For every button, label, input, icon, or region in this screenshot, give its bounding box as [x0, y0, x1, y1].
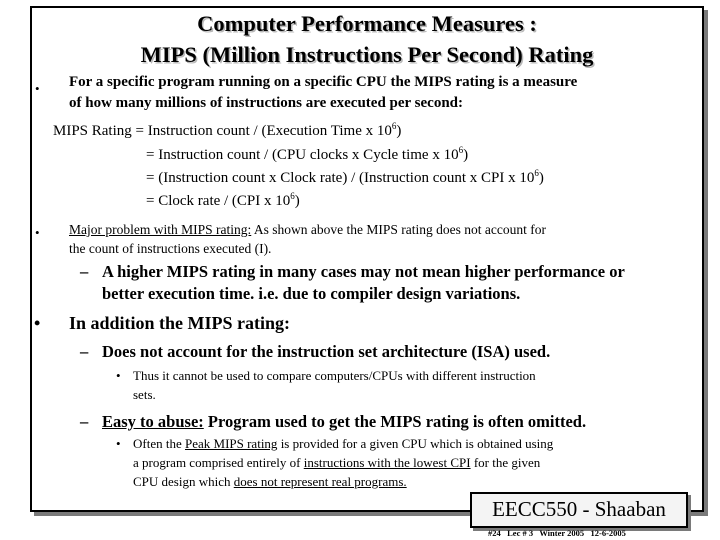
bullet3-sub1-detail-line1: Thus it cannot be used to compare computers/CPUs with different instruction	[133, 368, 536, 383]
formula-line2: = Instruction count / (CPU clocks x Cycle time x $10^6$)	[146, 145, 469, 163]
bullet3-detail-line2: a program comprised entirely of instructions with the lowest CPI for the given	[133, 455, 541, 470]
course-badge-label: EECC550 - Shaaban	[492, 497, 666, 521]
lowest-cpi-text: instructions with the lowest CPI	[303, 455, 471, 470]
bullet-marker: •	[116, 436, 121, 451]
course-badge	[470, 492, 688, 528]
dash-marker: –	[80, 342, 89, 361]
bullet3-sub1: Does not account for the instruction set architecture (ISA) used.	[102, 342, 551, 361]
bullet-marker: •	[35, 225, 40, 240]
bullet-marker: •	[34, 313, 41, 333]
bullet-marker: •	[35, 81, 40, 96]
major-problem-label: Major problem with MIPS rating:	[69, 222, 252, 237]
bullet3-sub1-detail-line2: sets.	[133, 387, 156, 402]
bullet3-text: In addition the MIPS rating:	[69, 313, 291, 333]
dash-marker: –	[80, 412, 89, 431]
formula-line1: MIPS Rating = Instruction count / (Execution Time x $10^6$)	[53, 121, 402, 139]
bullet-marker: •	[116, 368, 121, 383]
formula-line3: = (Instruction count x Clock rate) / (Instruction count x CPI x $10^6$)	[146, 168, 544, 186]
bullet3-sub2: Easy to abuse: Program used to get the MIPS rating is often omitted.	[102, 412, 587, 431]
slide-title-line1: Computer Performance Measures :	[197, 11, 537, 36]
peak-mips-link: Peak MIPS rating	[184, 436, 278, 451]
easy-to-abuse-label: Easy to abuse:	[102, 412, 204, 431]
bullet2-sub-line2: better execution time. i.e. due to compiler design variations.	[102, 284, 521, 303]
term: Winter 2005	[539, 528, 585, 538]
bullet1-line1: For a specific program running on a specific CPU the MIPS rating is a measure	[69, 74, 578, 90]
slide-title-line2: MIPS (Million Instructions Per Second) Rating	[140, 42, 594, 67]
date: 12-6-2005	[590, 528, 626, 538]
bullet3-detail-line3: CPU design which does not represent real programs.	[133, 474, 407, 489]
bullet3-detail-line1: Often the Peak MIPS rating is provided for a given CPU which is obtained using	[133, 436, 554, 451]
bullet1-line2: of how many millions of instructions are executed per second:	[69, 95, 464, 111]
formula-line4: = Clock rate / (CPI x $10^6$)	[146, 191, 300, 209]
bullet2-sub-line1: A higher MIPS rating in many cases may not mean higher performance or	[102, 262, 625, 281]
not-real-programs-text: does not represent real programs.	[233, 474, 407, 489]
bullet2-line2: the count of instructions executed (I).	[69, 241, 272, 256]
slide-number: #24	[488, 528, 501, 538]
dash-marker: –	[80, 262, 89, 281]
slide-footer	[488, 528, 626, 538]
lecture-number: Lec # 3	[507, 528, 534, 538]
bullet2-line1: Major problem with MIPS rating: As shown above the MIPS rating does not account for	[69, 222, 546, 237]
